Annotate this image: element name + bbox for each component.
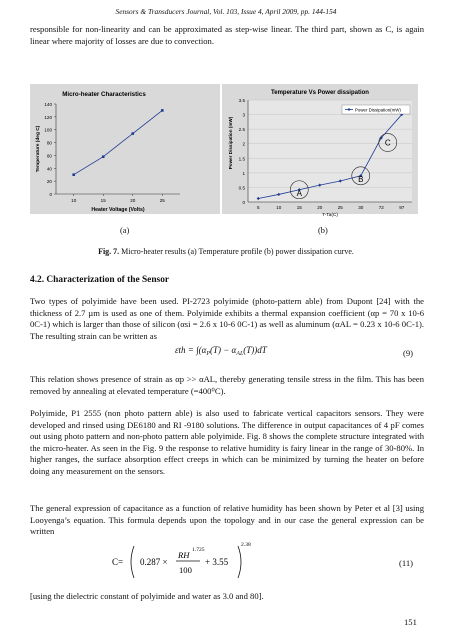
chart-b-x-tick-label: 97	[399, 205, 405, 210]
chart-b-x-tick-label: 10	[276, 205, 282, 210]
figure-caption-text: Micro-heater results (a) Temperature profile (b) power dissipation curve.	[121, 247, 354, 256]
subfig-b-label: (b)	[318, 226, 328, 235]
paragraph-capacitance: The general expression of capacitance as a function of relative humidity has been shown by Peter et al [3] using Looyenga’s equation. This formula depends upon the topology and in our case the general expression can be written	[30, 503, 424, 537]
chart-b-y-label: Power Dissipation (mW)	[228, 116, 233, 170]
chart-a-x-tick-label: 20	[130, 198, 136, 203]
page-number: 151	[404, 617, 417, 627]
running-header: Sensors & Transducers Journal, Vol. 103, Issue 4, April 2009, pp. 144-154	[115, 7, 337, 16]
chart-b-y-tick-label: 1	[242, 170, 245, 176]
chart-b-x-tick-label: 15	[296, 205, 302, 210]
chart-b-legend-label: Power Dissipation(mW)	[355, 107, 401, 113]
svg-text:RH: RH	[178, 550, 190, 560]
chart-a-y-tick-label: 140	[44, 102, 52, 107]
chart-b-y-tick-label: 1.5	[238, 156, 245, 162]
chart-b-x-label: T-Ta(C)	[322, 213, 338, 218]
svg-text:1.725: 1.725	[192, 547, 205, 553]
chart-a-point	[131, 132, 134, 135]
chart-a-point	[161, 109, 164, 112]
chart-b-plot-area	[248, 100, 412, 202]
subfig-a-label: (a)	[120, 226, 130, 235]
equation-11	[110, 538, 300, 584]
chart-a-y-tick-label: 100	[44, 127, 52, 133]
chart-b-x-tick-label: 5	[256, 205, 260, 210]
chart-a-y-label: Temperature (deg C)	[36, 125, 41, 173]
chart-b-y-tick-label: 3.5	[238, 98, 245, 103]
chart-b-annotation-label: C	[384, 138, 391, 148]
chart-a-point	[102, 155, 105, 158]
svg-text:0.287 ×: 0.287 ×	[140, 557, 168, 567]
intro-paragraph: responsible for non-linearity and can be approximated as step-wise linear. The third part, shown as C, is again linear where majority of losses are due to convection.	[30, 24, 424, 46]
chart-b-annotation-label: A	[296, 188, 302, 198]
chart-a-point	[72, 173, 75, 176]
paragraph-dielectric: [using the dielectric constant of polyimide and water as 3.0 and 80].	[30, 591, 264, 601]
chart-a-title: Micro-heater Characteristics	[62, 91, 146, 98]
chart-a	[30, 84, 220, 214]
chart-a-y-tick-label: 0	[49, 192, 52, 197]
svg-text:C=: C=	[112, 557, 124, 567]
chart-b-x-tick-label: 30	[358, 205, 364, 210]
chart-b-x-tick-label: 20	[317, 205, 323, 210]
chart-b-x-tick-label: 25	[337, 205, 343, 210]
chart-a-x-tick-label: 25	[159, 198, 165, 203]
figure-caption	[0, 247, 452, 256]
chart-b-title: Temperature Vs Power dissipation	[271, 90, 369, 96]
chart-b-y-tick-label: 2	[242, 141, 245, 147]
chart-a-x-label: Heater Voltage (Volts)	[91, 207, 145, 213]
chart-b	[222, 84, 418, 218]
paragraph-strain: This relation shows presence of strain as αp >> αAL, thereby generating tensile stress in the film. This has been removed by annealing at elevated temperature (=400⁰C).	[30, 374, 424, 396]
figure-caption-label: Fig. 7.	[98, 247, 120, 256]
equation-9-number: (9)	[403, 348, 414, 358]
equation-9: $\varepsilon th = \int(\alpha_P(T) - \alpha_{AL}(T))dT$	[175, 345, 267, 357]
svg-text:+ 3.55: + 3.55	[205, 557, 229, 567]
paragraph-polyimide-types: Two types of polyimide have been used. PI-2723 polyimide (photo-pattern able) from Dupont [24] with the thickness of 2.7 µm is used as one of them. Polyimide exhibits a thermal expansion coefficient (αp = 70 x 10-6 0C-1) which is larger than those of silicon (αsi = 2.6 x 10-6 0C-1) as well as aluminum (αAL = 0.23 x 10-6 0C-1). The resulting strain can be written as	[30, 296, 424, 341]
chart-b-annotation-label: B	[358, 174, 364, 184]
section-heading: 4.2. Characterization of the Sensor	[30, 275, 170, 285]
chart-a-y-tick-label: 80	[46, 140, 52, 146]
chart-a-y-tick-label: 120	[44, 114, 52, 120]
chart-a-x-tick-label: 10	[71, 198, 77, 203]
chart-a-y-tick-label: 40	[46, 166, 52, 172]
chart-b-y-tick-label: 3	[242, 112, 245, 118]
chart-a-y-tick-label: 60	[46, 153, 52, 159]
chart-a-y-tick-label: 20	[46, 179, 52, 185]
chart-b-x-tick-label: 72	[378, 205, 384, 210]
chart-b-y-tick-label: 2.5	[238, 127, 245, 133]
svg-text:100: 100	[179, 565, 192, 575]
chart-a-x-tick-label: 15	[100, 198, 106, 203]
chart-b-y-tick-label: 0.5	[238, 185, 245, 191]
equation-11-number: (11)	[399, 558, 413, 568]
paragraph-vertical-capacitors: Polyimide, P1 2555 (non photo pattern able) is also used to fabricate vertical capacitors sensors. They were developed and rinsed using DE6180 and RI -9180 solutions. The difference in output capacitances of 4 pF comes out using photo pattern and non-photo pattern able polyimide. Fig. 8 shows the complete structure integrated with the micro-heater. As seen in the Fig. 9 the response to relative humidity is fairy linear in the range of 30-80%. In higher ranges, the surface absorption effect creeps in which can be minimized by turning the heater on before doing any measurement on the sensors.	[30, 408, 424, 476]
chart-b-y-tick-label: 0	[242, 200, 245, 205]
svg-text:2.38: 2.38	[241, 542, 251, 548]
